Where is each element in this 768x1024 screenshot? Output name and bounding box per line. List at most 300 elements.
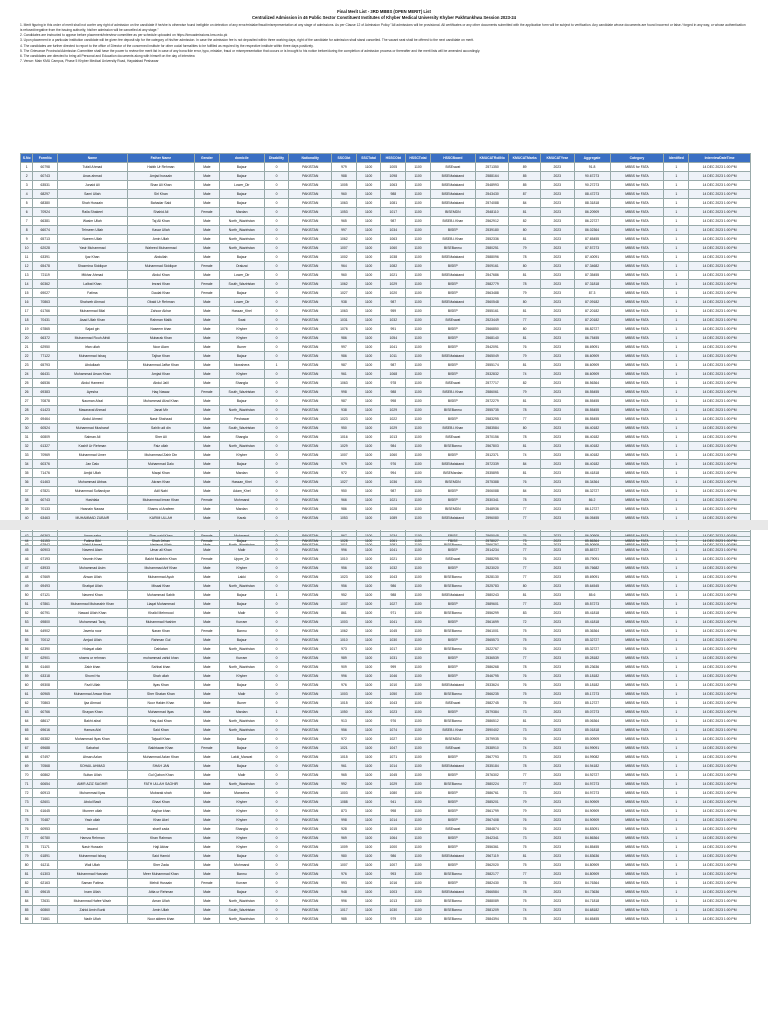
- table-cell: 86: [21, 915, 33, 924]
- table-cell: 1100: [356, 825, 381, 834]
- table-cell: BISEBannu: [430, 609, 475, 618]
- table-cell: 2547686: [475, 271, 509, 280]
- table-cell: Javeria noor: [58, 627, 128, 636]
- table-cell: 1100: [356, 573, 381, 582]
- table-cell: 0: [264, 289, 289, 298]
- table-cell: 2583584: [475, 424, 509, 433]
- table-cell: 1017: [381, 645, 406, 654]
- table-cell: BISEP: [430, 708, 475, 717]
- table-cell: 81: [509, 235, 540, 244]
- table-cell: BISEMalakand: [430, 190, 475, 199]
- table-cell: BISEP: [430, 843, 475, 852]
- table-cell: 1: [664, 271, 689, 280]
- table-cell: PAKISTAN: [289, 753, 332, 762]
- table-cell: Ayesha: [58, 388, 128, 397]
- table-cell: Ijaz Ahmad: [58, 699, 128, 708]
- table-cell: 1100: [406, 573, 431, 582]
- table-cell: 0: [264, 217, 289, 226]
- table-cell: PAKISTAN: [289, 262, 332, 271]
- table-cell: PAKISTAN: [289, 334, 332, 343]
- table-cell: 1: [664, 379, 689, 388]
- table-cell: 1100: [356, 415, 381, 424]
- table-cell: BISEMardan: [430, 469, 475, 478]
- table-cell: 0: [264, 780, 289, 789]
- table-cell: 2571350: [475, 163, 509, 172]
- table-cell: 86.2: [574, 496, 610, 505]
- table-cell: 1: [664, 798, 689, 807]
- table-cell: MBBS for FATA: [610, 289, 664, 298]
- column-header: FormNo: [33, 154, 58, 163]
- table-cell: 2023: [540, 645, 574, 654]
- column-header: domicile: [219, 154, 264, 163]
- table-cell: 1: [664, 163, 689, 172]
- table-row: [21, 726, 751, 735]
- table-cell: 2590402: [475, 726, 509, 735]
- table-cell: 1100: [356, 532, 381, 541]
- table-cell: 1: [664, 217, 689, 226]
- table-cell: 24: [21, 370, 33, 379]
- table-cell: Noor Hakim Khan: [127, 699, 194, 708]
- table-cell: 86.40182: [574, 451, 610, 460]
- table-cell: 0: [264, 897, 289, 906]
- table-cell: 1100: [406, 708, 431, 717]
- table-cell: 75: [509, 843, 540, 852]
- table-cell: 1: [664, 487, 689, 496]
- table-cell: MBBS for FATA: [610, 645, 664, 654]
- table-cell: 69308: [33, 681, 58, 690]
- table-cell: 1100: [356, 262, 381, 271]
- table-cell: 2023: [540, 496, 574, 505]
- table-cell: 1100: [406, 861, 431, 870]
- table-cell: 1009: [332, 843, 357, 852]
- table-cell: MBBS for FATA: [610, 199, 664, 208]
- table-cell: 1: [664, 370, 689, 379]
- table-cell: 1100: [356, 807, 381, 816]
- table-cell: 988: [381, 190, 406, 199]
- table-cell: Male: [195, 253, 220, 262]
- table-cell: 967: [332, 532, 357, 541]
- table-cell: 0: [264, 564, 289, 573]
- table-cell: 2023: [540, 316, 574, 325]
- table-cell: 2538910: [475, 744, 509, 753]
- table-cell: 1010: [332, 555, 357, 564]
- table-cell: 2585201: [475, 798, 509, 807]
- table-row: [21, 424, 751, 433]
- table-cell: Bajaur: [219, 253, 264, 262]
- table-cell: 11: [21, 253, 33, 262]
- table-cell: 70924: [33, 208, 58, 217]
- table-cell: PAKISTAN: [289, 199, 332, 208]
- table-cell: BISEBannu: [430, 442, 475, 451]
- table-cell: Khan Akel: [127, 816, 194, 825]
- table-cell: Inam Ullah: [58, 888, 128, 897]
- table-cell: Bajaur: [219, 600, 264, 609]
- table-cell: 76: [509, 735, 540, 744]
- table-row: [21, 199, 751, 208]
- table-cell: PAKISTAN: [289, 397, 332, 406]
- table-cell: 85: [509, 181, 540, 190]
- table-cell: 1100: [356, 546, 381, 555]
- table-cell: 1: [664, 388, 689, 397]
- table-cell: 78: [509, 253, 540, 262]
- table-cell: 1: [664, 834, 689, 843]
- table-cell: 2023: [540, 609, 574, 618]
- table-cell: 72119: [33, 271, 58, 280]
- table-cell: 2574088: [475, 199, 509, 208]
- table-cell: 2023: [540, 546, 574, 555]
- table-cell: 1032: [381, 316, 406, 325]
- table-cell: BISEP: [430, 564, 475, 573]
- table-cell: Male: [195, 897, 220, 906]
- table-cell: 2555735: [475, 406, 509, 415]
- table-cell: 1002: [332, 253, 357, 262]
- table-cell: 2023: [540, 681, 574, 690]
- table-cell: Hassan_Khel: [219, 478, 264, 487]
- table-cell: Muhammad Sabib: [127, 591, 194, 600]
- table-cell: 2580243: [475, 591, 509, 600]
- table-cell: Muhammad Ilyas Khan: [58, 735, 128, 744]
- table-cell: 7: [21, 217, 33, 226]
- table-cell: 1100: [406, 388, 431, 397]
- table-cell: 73: [509, 708, 540, 717]
- table-cell: Male: [195, 235, 220, 244]
- table-cell: 85.32727: [574, 645, 610, 654]
- table-cell: 1: [664, 636, 689, 645]
- table-row: [21, 181, 751, 190]
- table-cell: 1: [664, 199, 689, 208]
- table-cell: 1100: [356, 496, 381, 505]
- table-cell: 14 DEC 2023 1:00 PM: [689, 816, 751, 825]
- table-cell: 1: [664, 771, 689, 780]
- table-cell: Sultan Ullah: [58, 771, 128, 780]
- column-header: HSSCObt: [381, 154, 406, 163]
- table-cell: 86.02364: [574, 226, 610, 235]
- table-cell: 86.55455: [574, 397, 610, 406]
- table-row: [21, 771, 751, 780]
- table-cell: 1007: [332, 861, 357, 870]
- table-cell: 2536539: [475, 654, 509, 663]
- table-cell: 67121: [33, 591, 58, 600]
- table-cell: 2023: [540, 537, 574, 546]
- table-cell: BISEswat: [430, 555, 475, 564]
- table-cell: Rahman Malik: [127, 316, 194, 325]
- table-cell: 956: [332, 726, 357, 735]
- table-cell: 1023: [332, 573, 357, 582]
- table-cell: Bajaur: [219, 735, 264, 744]
- table-cell: 1038: [381, 253, 406, 262]
- table-cell: shams ur rehman: [58, 654, 128, 663]
- table-cell: Male: [195, 816, 220, 825]
- table-cell: 1005: [381, 163, 406, 172]
- table-cell: 14 DEC 2023 1:00 PM: [689, 514, 751, 523]
- table-cell: 62601: [33, 798, 58, 807]
- table-cell: 54: [21, 627, 33, 636]
- table-cell: Sajad gin: [58, 325, 128, 334]
- table-cell: 0: [264, 735, 289, 744]
- table-cell: 987: [332, 361, 357, 370]
- table-cell: Buner: [219, 343, 264, 352]
- table-cell: 73: [509, 537, 540, 546]
- table-cell: Male: [195, 690, 220, 699]
- table-cell: Amjad Khan: [127, 370, 194, 379]
- table-cell: PAKISTAN: [289, 451, 332, 460]
- table-cell: 14 DEC 2023 1:00 PM: [689, 717, 751, 726]
- table-cell: 909: [332, 663, 357, 672]
- table-cell: 17: [21, 307, 33, 316]
- table-cell: Sami Ullah: [58, 190, 128, 199]
- table-cell: 1: [664, 478, 689, 487]
- table-cell: MBBS for FATA: [610, 478, 664, 487]
- table-cell: 73: [509, 789, 540, 798]
- table-cell: 1: [264, 708, 289, 717]
- table-cell: 84.99082: [574, 753, 610, 762]
- table-cell: 1029: [381, 280, 406, 289]
- table-cell: BISEswat: [430, 744, 475, 753]
- table-cell: 0: [264, 798, 289, 807]
- table-row: [21, 663, 751, 672]
- table-cell: 65382: [33, 735, 58, 744]
- table-cell: 1022: [381, 415, 406, 424]
- table-cell: 14 DEC 2023 1:00 PM: [689, 897, 751, 906]
- table-cell: Bannu: [219, 627, 264, 636]
- table-cell: 45: [21, 546, 33, 555]
- table-cell: Orakzai: [219, 262, 264, 271]
- table-cell: 1043: [381, 573, 406, 582]
- table-cell: 1053: [332, 208, 357, 217]
- table-cell: 2578027: [475, 537, 509, 546]
- table-cell: PAKISTAN: [289, 442, 332, 451]
- table-cell: 71476: [33, 469, 58, 478]
- table-cell: Male: [195, 726, 220, 735]
- table-cell: 986: [332, 334, 357, 343]
- table-cell: BISEMalakand: [430, 762, 475, 771]
- table-row: [21, 708, 751, 717]
- table-cell: Male: [195, 663, 220, 672]
- table-cell: PAKISTAN: [289, 798, 332, 807]
- table-cell: Nowshera: [219, 361, 264, 370]
- table-cell: 8: [21, 226, 33, 235]
- table-cell: PAKISTAN: [289, 816, 332, 825]
- table-cell: 58: [21, 663, 33, 672]
- table-cell: 14 DEC 2023 1:00 PM: [689, 636, 751, 645]
- table-cell: 1054: [381, 334, 406, 343]
- table-cell: Khyber: [219, 334, 264, 343]
- table-cell: 0: [264, 487, 289, 496]
- table-cell: 2023: [540, 235, 574, 244]
- table-cell: 2567408: [475, 816, 509, 825]
- table-cell: MBBS for FATA: [610, 388, 664, 397]
- table-cell: 1100: [406, 361, 431, 370]
- table-cell: BISEP: [430, 654, 475, 663]
- table-cell: 1: [664, 546, 689, 555]
- table-cell: 1010: [381, 681, 406, 690]
- table-cell: 60780: [33, 834, 58, 843]
- table-cell: North_Waziristan: [219, 915, 264, 924]
- table-cell: 1: [664, 708, 689, 717]
- table-cell: 60791: [33, 609, 58, 618]
- table-cell: 996: [332, 672, 357, 681]
- table-cell: 14 DEC 2023 1:00 PM: [689, 496, 751, 505]
- table-cell: 1100: [406, 771, 431, 780]
- table-cell: MUHAMMAD ZUBAIR: [58, 514, 128, 523]
- table-cell: 81: [509, 717, 540, 726]
- table-cell: 14 DEC 2023 1:00 PM: [689, 334, 751, 343]
- table-cell: MBBS for FATA: [610, 361, 664, 370]
- table-cell: Naveed Khan: [58, 591, 128, 600]
- table-cell: BISEB.I.Khan: [430, 235, 475, 244]
- table-cell: 14 DEC 2023 1:00 PM: [689, 226, 751, 235]
- table-row: [21, 478, 751, 487]
- table-cell: 1: [664, 343, 689, 352]
- table-cell: 14 DEC 2023 1:00 PM: [689, 172, 751, 181]
- table-cell: Muhammad Abbas: [58, 478, 128, 487]
- table-cell: 1064: [381, 834, 406, 843]
- table-cell: Muhammad Arsan Khan: [58, 370, 128, 379]
- table-cell: 75: [509, 699, 540, 708]
- table-cell: BISEBannu: [430, 915, 475, 924]
- table-row: [21, 690, 751, 699]
- table-cell: BISEP: [430, 618, 475, 627]
- table-cell: FBISE: [430, 537, 475, 546]
- table-cell: 976: [381, 460, 406, 469]
- table-cell: 1: [664, 843, 689, 852]
- table-cell: 1: [664, 460, 689, 469]
- table-cell: 0: [264, 843, 289, 852]
- table-cell: BISEswat: [430, 825, 475, 834]
- table-cell: Muhammad Arif Khan: [127, 564, 194, 573]
- table-cell: Muhammad Dalo: [127, 460, 194, 469]
- table-cell: PAKISTAN: [289, 235, 332, 244]
- table-cell: MBBS for FATA: [610, 807, 664, 816]
- table-cell: PAKISTAN: [289, 834, 332, 843]
- table-cell: 2023: [540, 514, 574, 523]
- table-cell: Mubarak Khan: [127, 334, 194, 343]
- table-cell: 86.32727: [574, 487, 610, 496]
- table-cell: 76: [509, 343, 540, 352]
- table-cell: Abdul Ahmed: [58, 415, 128, 424]
- table-cell: 2023: [540, 861, 574, 870]
- table-cell: 2023: [540, 591, 574, 600]
- table-cell: 63463: [33, 514, 58, 523]
- table-cell: PAKISTAN: [289, 744, 332, 753]
- table-cell: 1100: [356, 618, 381, 627]
- table-row: [21, 406, 751, 415]
- table-cell: Muhammad Hafee Wazir: [58, 897, 128, 906]
- table-cell: 60524: [33, 424, 58, 433]
- table-cell: 14 DEC 2023 1:00 PM: [689, 289, 751, 298]
- table-cell: 57: [21, 654, 33, 663]
- table-cell: North_Waziristan: [219, 226, 264, 235]
- table-cell: 1027: [332, 289, 357, 298]
- table-cell: 63318: [33, 672, 58, 681]
- table-cell: 65: [21, 726, 33, 735]
- table-cell: Male: [195, 415, 220, 424]
- table-cell: 70863: [33, 699, 58, 708]
- table-row: [21, 442, 751, 451]
- table-cell: 1: [664, 897, 689, 906]
- table-cell: 63531: [33, 181, 58, 190]
- table-cell: Amjad hussain: [127, 172, 194, 181]
- table-cell: 2023: [540, 226, 574, 235]
- table-cell: 1100: [356, 600, 381, 609]
- table-cell: PAKISTAN: [289, 433, 332, 442]
- table-cell: Noor Alam: [127, 343, 194, 352]
- table-cell: Khalid Mehmood: [127, 609, 194, 618]
- table-cell: 69615: [33, 888, 58, 897]
- table-cell: MBBS for FATA: [610, 379, 664, 388]
- table-cell: Male: [195, 352, 220, 361]
- table-cell: MBBS for FATA: [610, 163, 664, 172]
- table-cell: Male: [195, 199, 220, 208]
- table-cell: 64902: [33, 627, 58, 636]
- table-cell: Khyber: [219, 798, 264, 807]
- table-cell: Bahadar Said: [127, 199, 194, 208]
- table-cell: 61211: [33, 861, 58, 870]
- table-cell: PAKISTAN: [289, 415, 332, 424]
- table-cell: Khyber: [219, 816, 264, 825]
- table-cell: 1100: [406, 870, 431, 879]
- table-cell: 68297: [33, 190, 58, 199]
- table-cell: 2542341: [475, 834, 509, 843]
- table-cell: Male: [195, 564, 220, 573]
- table-cell: 68380: [33, 199, 58, 208]
- table-cell: 2548993: [475, 181, 509, 190]
- table-cell: 82: [509, 379, 540, 388]
- table-cell: 66363: [33, 532, 58, 541]
- table-cell: 2563488: [475, 289, 509, 298]
- table-cell: 14 DEC 2023 1:00 PM: [689, 244, 751, 253]
- table-cell: 1041: [381, 343, 406, 352]
- table-cell: 1100: [406, 798, 431, 807]
- table-cell: 66536: [33, 379, 58, 388]
- table-cell: MBBS for FATA: [610, 591, 664, 600]
- table-cell: MBBS for FATA: [610, 469, 664, 478]
- table-cell: BISEMalakand: [430, 460, 475, 469]
- table-cell: 14 DEC 2023 1:00 PM: [689, 744, 751, 753]
- table-cell: 75: [21, 816, 33, 825]
- table-cell: Yasir Muhammad: [58, 244, 128, 253]
- table-cell: 14 DEC 2023 1:00 PM: [689, 573, 751, 582]
- table-cell: 1100: [356, 591, 381, 600]
- table-cell: 61891: [33, 852, 58, 861]
- table-cell: 1: [664, 469, 689, 478]
- table-cell: 1100: [406, 505, 431, 514]
- table-row: [21, 433, 751, 442]
- table-cell: 0: [264, 690, 289, 699]
- table-cell: 972: [332, 469, 357, 478]
- table-cell: 14 DEC 2023 1:00 PM: [689, 379, 751, 388]
- table-cell: 88.31818: [574, 199, 610, 208]
- table-cell: 1100: [406, 370, 431, 379]
- table-cell: 14 DEC 2023 1:00 PM: [689, 852, 751, 861]
- table-cell: 1027: [381, 600, 406, 609]
- table-cell: 1: [664, 744, 689, 753]
- table-cell: 70568: [33, 762, 58, 771]
- table-cell: 941: [381, 798, 406, 807]
- table-cell: FATH ULLAH SAGHIR: [127, 780, 194, 789]
- table-cell: 1100: [356, 555, 381, 564]
- table-cell: BISEMalakand: [430, 352, 475, 361]
- table-cell: 2023: [540, 717, 574, 726]
- table-cell: 2579935: [475, 735, 509, 744]
- table-cell: 85.28182: [574, 654, 610, 663]
- table-cell: BISEP: [430, 307, 475, 316]
- table-cell: 1: [664, 208, 689, 217]
- table-cell: 1100: [406, 172, 431, 181]
- table-cell: 62950: [33, 343, 58, 352]
- table-cell: MBBS for FATA: [610, 861, 664, 870]
- column-header: KMUCATRollNo: [475, 154, 509, 163]
